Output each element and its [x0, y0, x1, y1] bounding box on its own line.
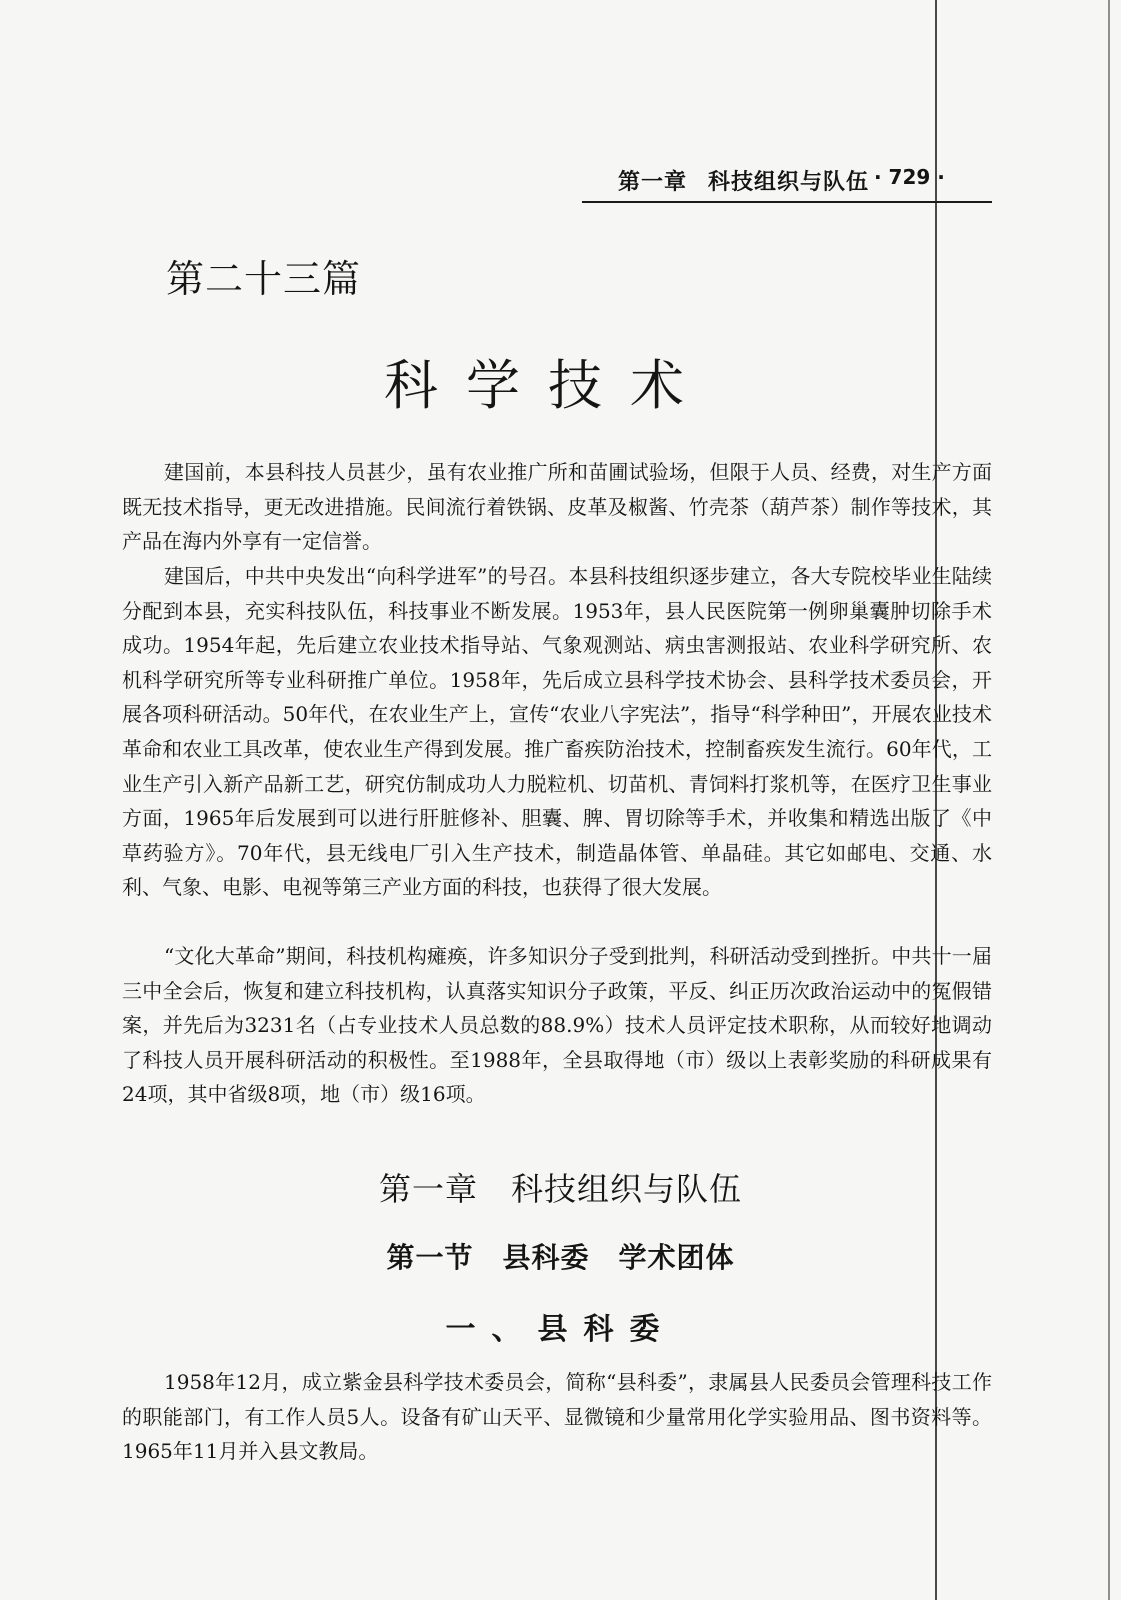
- header-rule: [582, 201, 992, 203]
- intro-paragraph-3: “文化大革命”期间，科技机构瘫痪，许多知识分子受到批判，科研活动受到挫折。中共十一届三中全会后，恢复和建立科技机构，认真落实知识分子政策，平反、纠正历次政治运动中的冤假错案，并先后为3231名（占专业技术人员总数的88.9%）技术人员评定技术职称，从而较好地调动了科技人员开展科研活动的积极性。至1988年，全县取得地（市）级以上表彰奖励的科研成果有24项，其中省级8项，地（市）级16项。: [122, 944, 992, 1107]
- scan-edge-line: [1108, 0, 1110, 1600]
- part-title: 科学技术: [384, 354, 712, 417]
- chapter-heading: 第一章 科技组织与队伍: [378, 1170, 742, 1208]
- running-header-chapter: 第一章: [618, 170, 688, 195]
- page-number: · 729 ·: [874, 165, 945, 189]
- section-heading: 第一节 县科委 学术团体: [386, 1241, 735, 1274]
- subsection-paragraph-1: 1958年12月，成立紫金县科学技术委员会，简称“县科委”，隶属县人民委员会管理科技工作的职能部门，有工作人员5人。设备有矿山天平、显微镜和少量常用化学实验用品、图书资料等。1965年11月并入县文教局。: [122, 1370, 992, 1464]
- subsection-heading: 一、县科委: [445, 1312, 676, 1347]
- part-label: 第二十三篇: [166, 257, 362, 301]
- intro-paragraph-1: 建国前，本县科技人员甚少，虽有农业推广所和苗圃试验场，但限于人员、经费，对生产方面既无技术指导，更无改进措施。民间流行着铁锅、皮革及椒酱、竹壳茶（葫芦茶）制作等技术，其产品在海内外享有一定信誉。: [122, 460, 992, 554]
- running-header-title: 科技组织与队伍: [708, 170, 870, 195]
- intro-paragraph-2: 建国后，中共中央发出“向科学进军”的号召。本县科技组织逐步建立，各大专院校毕业生陆续分配到本县，充实科技队伍，科技事业不断发展。1953年，县人民医院第一例卵巢囊肿切除手术成功。1954年起，先后建立农业技术指导站、气象观测站、病虫害测报站、农业科学研究所、农机科学研究所等专业科研推广单位。1958年，先后成立县科学技术协会、县科学技术委员会，开展各项科研活动。50年代，在农业生产上，宣传“农业八字宪法”，指导“科学种田”，开展农业技术革命和农业工具改革，使农业生产得到发展。推广畜疾防治技术，控制畜疾发生流行。60年代，工业生产引入新产品新工艺，研究仿制成功人力脱粒机、切苗机、青饲料打浆机等，在医疗卫生事业方面，1965年后发展到可以进行肝脏修补、胆囊、脾、胃切除等手术，并收集和精选出版了《中草药验方》。70年代，县无线电厂引入生产技术，制造晶体管、单晶硅。其它如邮电、交通、水利、气象、电影、电视等第三产业方面的科技，也获得了很大发展。: [122, 564, 992, 900]
- running-header: [582, 165, 992, 205]
